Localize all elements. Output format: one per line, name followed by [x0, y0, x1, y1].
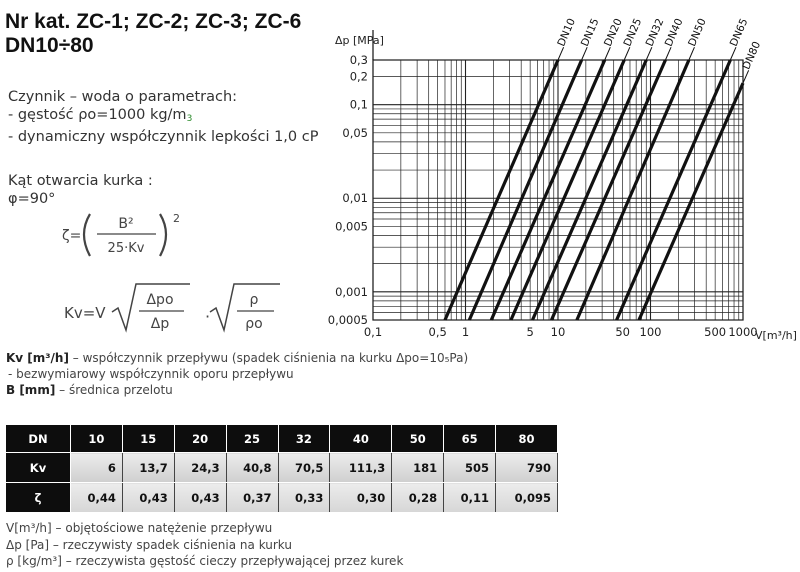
header-cell: DN — [6, 425, 71, 453]
kv-numerator: Δpo — [146, 292, 174, 308]
series-label-dn25: DN25 — [621, 16, 645, 49]
y-tick-label: 0,0005 — [327, 313, 368, 327]
definitions — [6, 350, 506, 398]
header-cell: 25 — [226, 425, 278, 453]
series-label-dn50: DN50 — [686, 16, 709, 49]
legend-line-2: Δp [Pa] – rzeczywisty spadek ciśnienia na kurku — [6, 537, 292, 552]
x-axis-label: V[m³/h] — [755, 329, 797, 342]
table-cell: 0,095 — [496, 483, 558, 513]
table-cell: 70,5 — [278, 453, 330, 483]
series-leader — [665, 47, 671, 60]
legend-line-3: ρ [kg/m³] – rzeczywista gęstość cieczy przepływającej przez kurek — [6, 554, 404, 568]
table-cell: 13,7 — [122, 453, 174, 483]
title-line-1: Nr kat. ZC-1; ZC-2; ZC-3; ZC-6 — [5, 10, 302, 33]
zeta-definition: - bezwymiarowy współczynnik oporu przepływu — [8, 367, 294, 381]
table-cell: 790 — [496, 453, 558, 483]
table-row-kv — [6, 453, 558, 483]
zeta-exponent: 2 — [173, 212, 180, 225]
series-leader — [582, 47, 588, 60]
x-tick-label: 10 — [550, 325, 566, 339]
row-label: ζ — [6, 483, 71, 513]
table-cell: 0,11 — [444, 483, 496, 513]
table-cell: 0,37 — [226, 483, 278, 513]
series-line-dn10 — [445, 60, 558, 320]
chart-grid — [373, 30, 743, 320]
series-leader — [743, 70, 749, 83]
zeta-numerator: B² — [118, 216, 134, 232]
x-tick-label: 0,5 — [428, 325, 447, 339]
rho-numerator: ρ — [249, 292, 259, 308]
density-text: - gęstość ρo=1000 kg/m — [8, 107, 187, 123]
table-cell: 24,3 — [174, 453, 226, 483]
series-label-dn32: DN32 — [643, 16, 667, 49]
series-leader — [646, 47, 652, 60]
table-cell: 0,33 — [278, 483, 330, 513]
header-cell: 10 — [71, 425, 123, 453]
header-cell: 65 — [444, 425, 496, 453]
header-cell: 20 — [174, 425, 226, 453]
b-definition-term: B [mm] — [6, 383, 56, 397]
kv-denominator: Δp — [150, 316, 170, 332]
symbol-legend — [6, 520, 506, 570]
x-tick-label: 100 — [639, 325, 662, 339]
x-tick-label: 5 — [526, 325, 534, 339]
angle-line-2: φ=90° — [8, 191, 56, 207]
multiply-dot: · — [205, 307, 211, 326]
kv-lhs: Kv=V — [64, 304, 106, 322]
legend-line-1: V[m³/h] – objętościowe natężenie przepływu — [6, 521, 273, 535]
table-cell: 0,43 — [174, 483, 226, 513]
series-line-dn80 — [639, 83, 743, 320]
table-cell: 0,43 — [122, 483, 174, 513]
y-tick-label: 0,2 — [349, 69, 368, 84]
x-tick-label: 1 — [461, 325, 470, 339]
table-cell: 181 — [392, 453, 444, 483]
fluid-parameters — [8, 88, 348, 146]
series-leader — [730, 47, 736, 60]
header-cell: 50 — [392, 425, 444, 453]
series-label-dn40: DN40 — [662, 16, 686, 49]
table-cell: 6 — [71, 453, 123, 483]
header-cell: 15 — [122, 425, 174, 453]
zeta-lhs: ζ= — [62, 228, 82, 244]
y-tick-label: 0,001 — [335, 284, 368, 299]
series-label-dn10: DN10 — [555, 16, 579, 49]
table-cell: 111,3 — [330, 453, 392, 483]
series-line-dn15 — [469, 60, 581, 320]
fluid-line-1: Czynnik – woda o parametrach: — [8, 89, 238, 105]
x-tick-label: 500 — [704, 325, 727, 339]
table-cell: 0,44 — [71, 483, 123, 513]
series-label-dn80: DN80 — [740, 39, 764, 72]
fluid-line-2 — [8, 106, 348, 128]
y-tick-label: 0,05 — [342, 125, 368, 140]
header-cell: 32 — [278, 425, 330, 453]
formulas — [40, 200, 360, 350]
series-leader — [558, 47, 564, 60]
series-leader — [624, 47, 630, 60]
zeta-denominator: 25·Kv — [107, 241, 145, 256]
table-cell: 0,30 — [330, 483, 392, 513]
header-cell: 80 — [496, 425, 558, 453]
page-title — [5, 10, 325, 58]
series-label-dn15: DN15 — [578, 16, 602, 49]
table-header-row — [6, 425, 558, 453]
x-tick-label: 0,1 — [363, 325, 383, 339]
density-unit-subscript: 3 — [186, 114, 193, 124]
kv-definition — [6, 350, 506, 366]
x-tick-label: 1000 — [728, 325, 758, 339]
y-tick-label: 0,01 — [342, 191, 368, 206]
kv-table — [5, 424, 558, 513]
kv-definition-term: Kv [m³/h] — [6, 351, 69, 365]
pressure-drop-chart — [327, 0, 800, 350]
kv-definition-text: – współczynnik przepływu (spadek ciśnienia na kurku Δpo=10₅Pa) — [68, 351, 469, 365]
x-tick-label: 50 — [615, 325, 630, 339]
table-cell: 505 — [444, 453, 496, 483]
series-leader — [605, 47, 611, 60]
table-cell: 0,28 — [392, 483, 444, 513]
b-definition — [6, 382, 506, 398]
series-label-dn20: DN20 — [602, 16, 625, 49]
series-label-dn65: DN65 — [727, 16, 751, 49]
angle-line-1: Kąt otwarcia kurka : — [8, 173, 153, 189]
y-tick-label: 0,1 — [349, 97, 368, 112]
header-cell: 40 — [330, 425, 392, 453]
series-leader — [689, 47, 695, 60]
right-paren — [160, 214, 166, 256]
y-tick-label: 0,005 — [335, 219, 368, 234]
table-row-zeta — [6, 483, 558, 513]
y-axis-label: Δp [MPa] — [335, 34, 384, 47]
row-label: Kv — [6, 453, 71, 483]
rho-denominator: ρo — [245, 316, 263, 332]
title-line-2: DN10÷80 — [5, 34, 94, 57]
table-cell: 40,8 — [226, 453, 278, 483]
b-definition-text: – średnica przelotu — [55, 383, 173, 397]
y-tick-label: 0,3 — [349, 53, 368, 67]
left-paren — [84, 214, 90, 256]
fluid-line-3: - dynamiczny współczynnik lepkości 1,0 cP — [8, 129, 319, 145]
